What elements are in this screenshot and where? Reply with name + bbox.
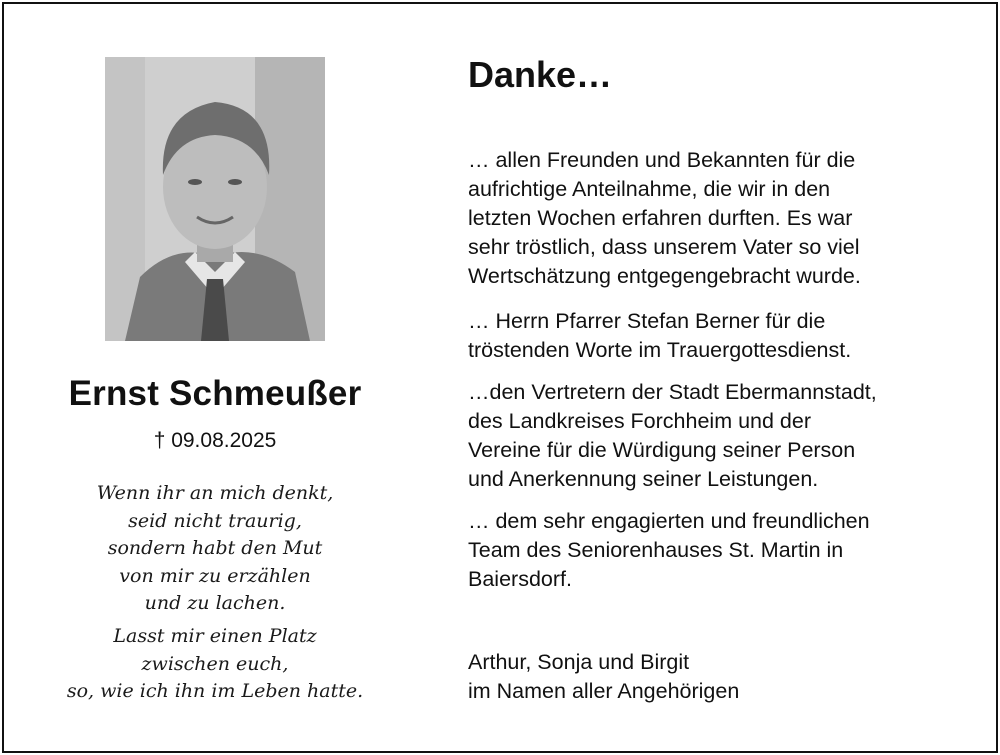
text-line: aufrichtige Anteilnahme, die wir in den [468,177,831,201]
poem-line: sondern habt den Mut [107,537,323,559]
poem-line: und zu lachen. [144,592,286,614]
death-date: † 09.08.2025 [153,429,277,452]
text-line: … Herrn Pfarrer Stefan Berner für die [468,309,826,333]
thanks-paragraph-pastor [468,307,968,365]
thanks-paragraph-officials [468,378,968,494]
text-line: Vereine für die Würdigung seiner Person [468,438,856,462]
text-line: … allen Freunden und Bekannten für die [468,148,856,172]
signature [468,648,739,706]
thanks-paragraph-friends [468,146,968,291]
poem-line: Lasst mir einen Platz [113,625,317,647]
poem-stanza-1 [0,480,430,618]
text-line: … dem sehr engagierten und freundlichen [468,509,870,533]
text-line: …den Vertretern der Stadt Ebermannstadt, [468,380,877,404]
thanks-paragraph-care-team [468,507,968,594]
text-line: sehr tröstlich, dass unserem Vater so viel [468,235,860,259]
text-line: und Anerkennung seiner Leistungen. [468,467,819,491]
text-line: Baiersdorf. [468,567,572,591]
poem-line: zwischen euch, [141,652,289,675]
text-line: tröstenden Worte im Trauergottesdienst. [468,338,852,362]
poem-line: von mir zu erzählen [119,564,311,587]
text-line: des Landkreises Forchheim und der [468,409,811,433]
text-line: Team des Seniorenhauses St. Martin in [468,538,844,562]
signature-names: Arthur, Sonja und Birgit [468,650,690,674]
text-line: Wertschätzung entgegengebracht wurde. [468,264,861,288]
thanks-heading: Danke… [468,54,613,95]
poem-stanza-2 [0,623,430,706]
poem-line: so, wie ich ihn im Leben hatte. [66,680,364,702]
poem-line: Wenn ihr an mich denkt, [96,482,334,504]
poem-line: seid nicht traurig, [128,509,302,532]
portrait-photo [105,57,325,341]
signature-relatives: im Namen aller Angehörigen [468,679,740,703]
text-line: letzten Wochen erfahren durften. Es war [468,206,853,230]
deceased-name: Ernst Schmeußer [68,374,362,413]
